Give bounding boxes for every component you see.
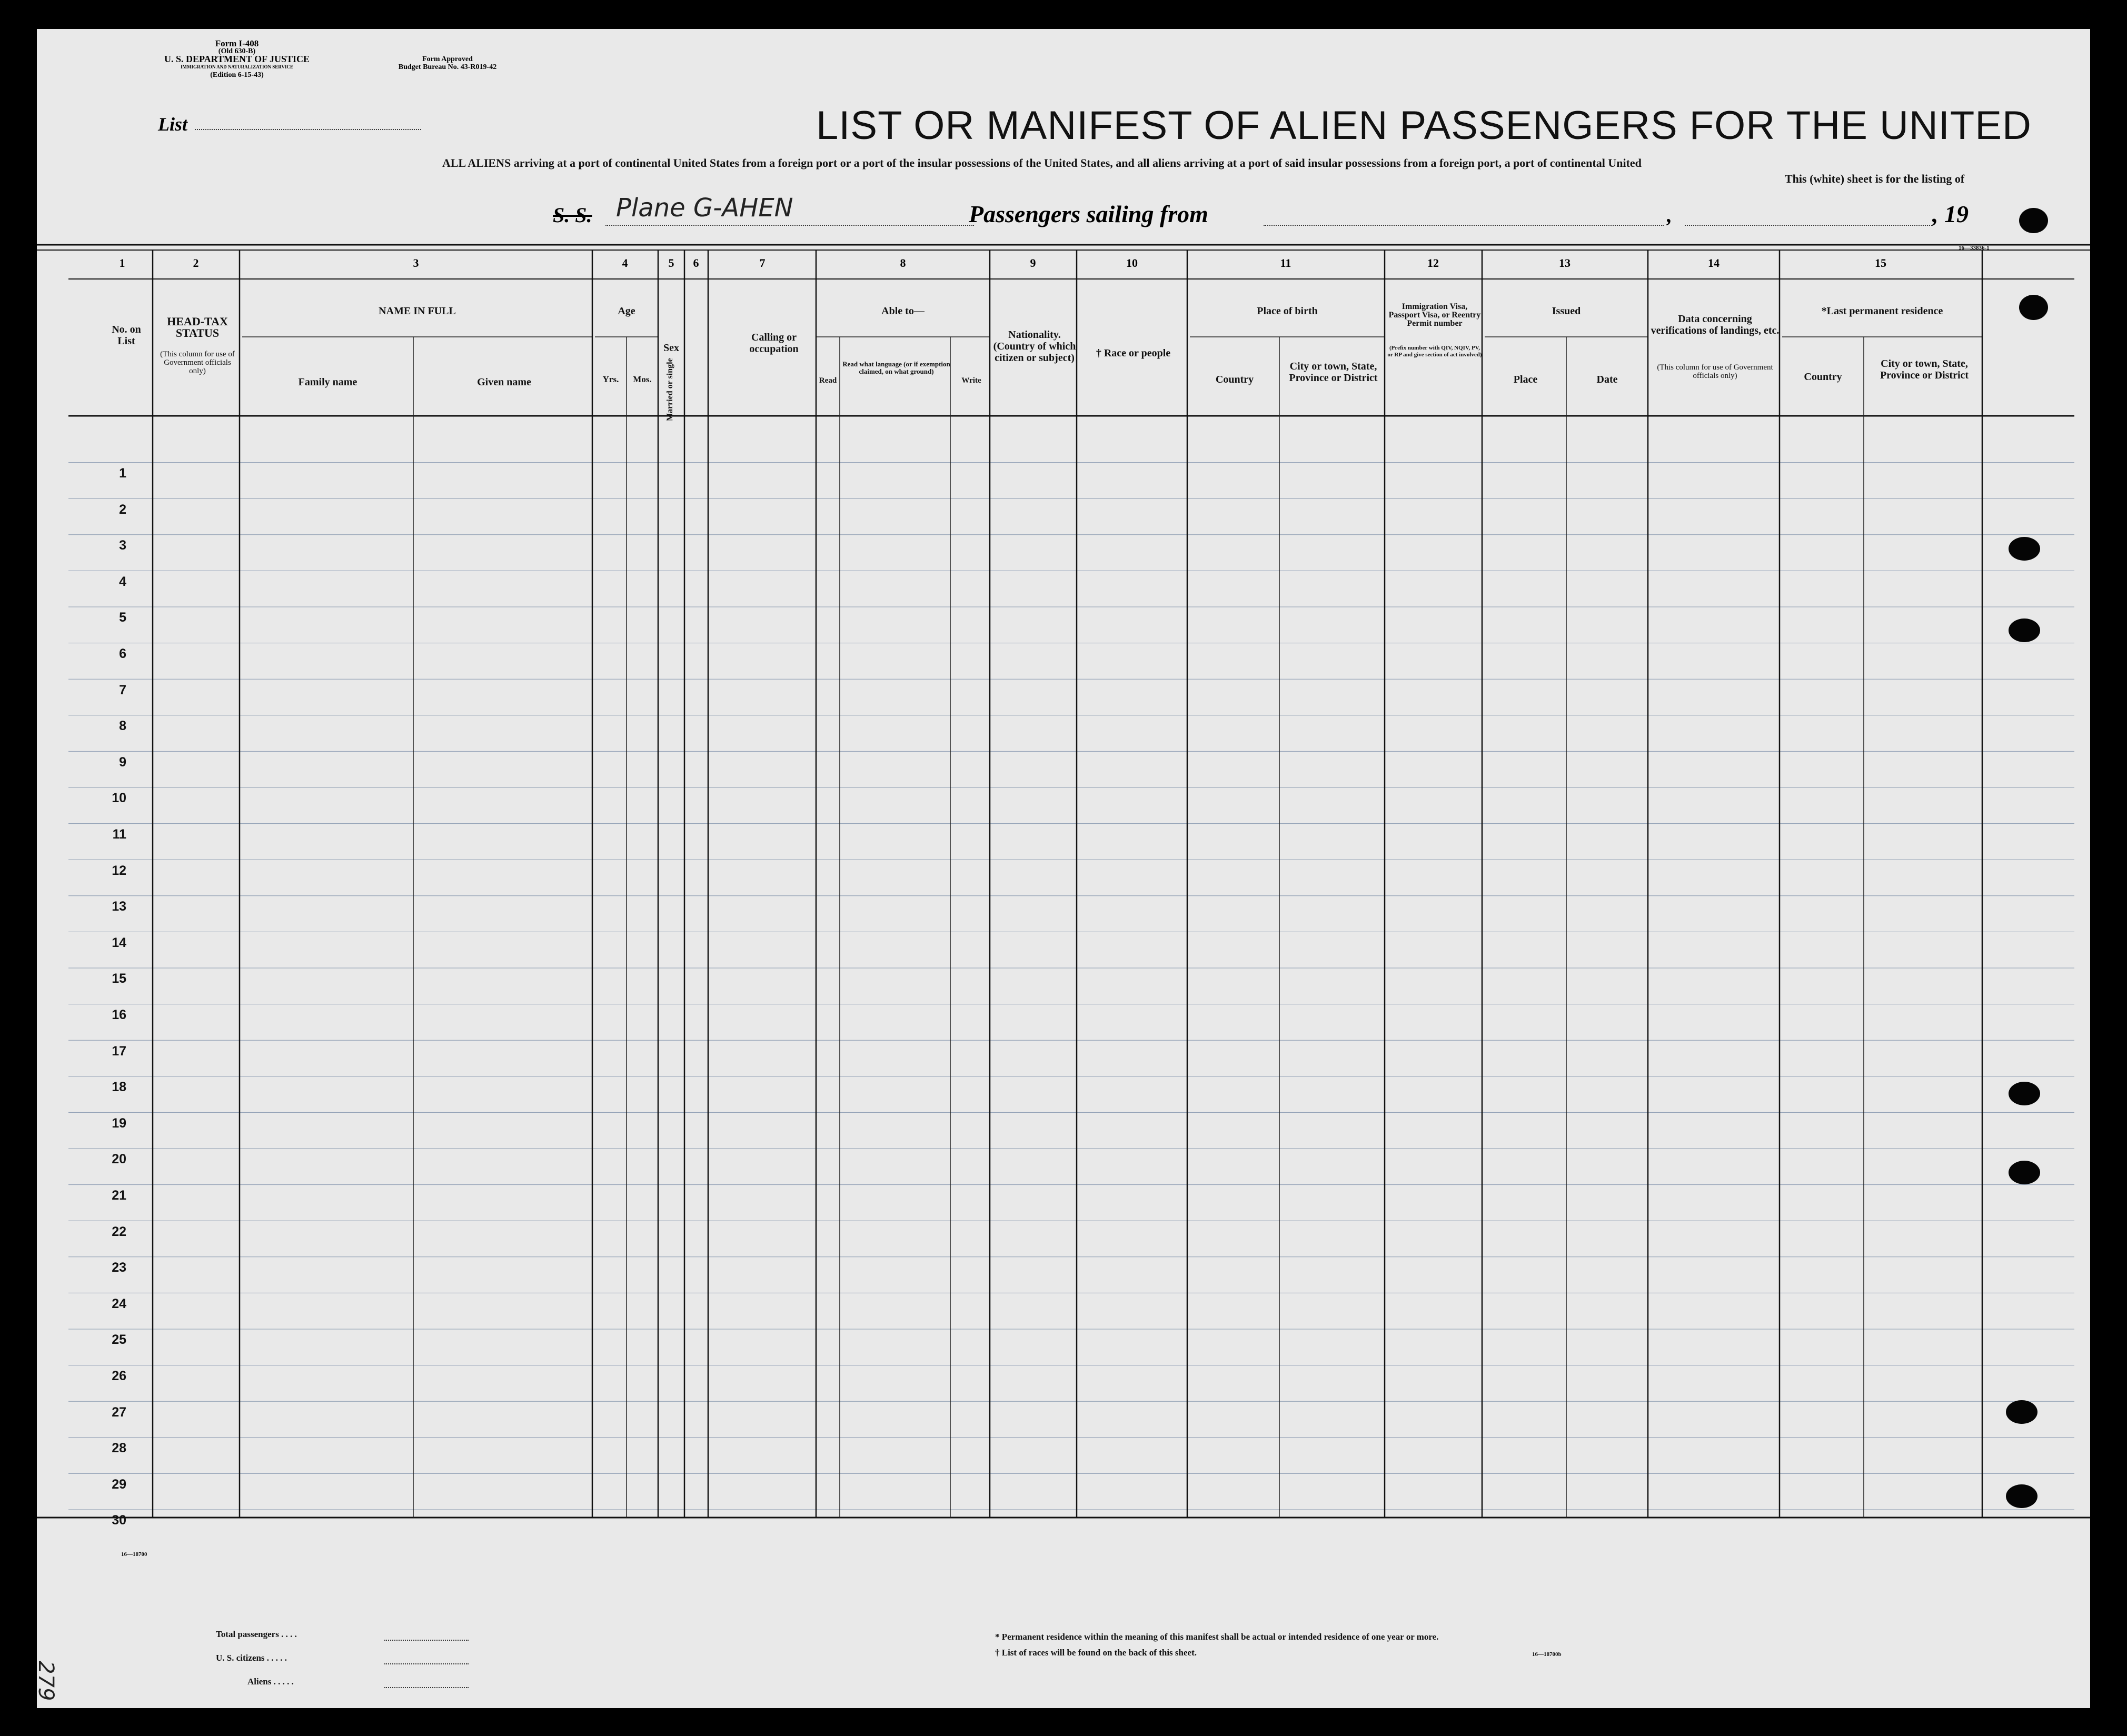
column-number: 6	[693, 256, 699, 270]
department-name: U. S. DEPARTMENT OF JUSTICE	[164, 54, 310, 64]
column-number: 5	[668, 256, 674, 270]
header-birth-country: Country	[1215, 374, 1254, 385]
us-citizens-text: U. S. citizens	[216, 1653, 265, 1663]
row-number: 28	[112, 1441, 126, 1456]
header-write: Write	[961, 376, 981, 385]
row-number: 30	[112, 1513, 126, 1528]
punch-hole	[2009, 1161, 2040, 1184]
header-read: Read	[819, 376, 837, 385]
header-birth-city: City or town, State, Province or District	[1289, 361, 1378, 384]
header-place-of-birth: Place of birth	[1257, 305, 1318, 317]
margin-mark-handwritten: 279	[34, 1661, 58, 1701]
row-number: 17	[112, 1043, 126, 1059]
header-head-tax: HEAD-TAX STATUS	[167, 315, 228, 340]
punch-hole	[2006, 1484, 2037, 1508]
list-label: List	[158, 114, 188, 135]
year-prefix: , 19	[1932, 201, 1969, 227]
print-code-left: 16—18700	[121, 1551, 147, 1558]
header-data-note: (This column for use of Government officials only)	[1657, 363, 1773, 380]
column-number: 11	[1280, 256, 1291, 270]
row-number: 13	[112, 899, 126, 914]
header-able-to: Able to—	[881, 305, 925, 317]
row-number: 3	[119, 538, 126, 553]
header-family-name: Family name	[298, 376, 357, 388]
header-age: Age	[618, 305, 635, 317]
aliens-text: Aliens	[247, 1677, 272, 1687]
row-number: 14	[112, 935, 126, 950]
header-married: Married or single	[665, 358, 674, 421]
row-number: 24	[112, 1296, 126, 1311]
header-nationality: Nationality. (Country of which citizen or subject)	[993, 329, 1076, 364]
column-number: 3	[413, 256, 419, 270]
header-issued-date: Date	[1596, 374, 1618, 385]
header-visa-note: (Prefix number with QIV, NQIV, PV, or RP and give section of act involved)	[1387, 345, 1482, 358]
header-sex: Sex	[663, 342, 679, 354]
budget-number: Budget Bureau No. 43-R019-42	[398, 63, 497, 71]
vessel-name-handwritten[interactable]: Plane G-AHEN	[616, 193, 793, 223]
row-number: 10	[112, 791, 126, 806]
header-issued: Issued	[1552, 305, 1581, 317]
print-code-right: 16—18700b	[1532, 1651, 1562, 1658]
form-number: Form I-408	[215, 38, 259, 48]
row-number: 19	[112, 1115, 126, 1131]
header-given-name: Given name	[477, 376, 531, 388]
header-no-on-list: No. on List	[112, 324, 141, 347]
row-number: 23	[112, 1260, 126, 1275]
header-residence-city: City or town, State, Province or District	[1880, 358, 1969, 381]
footnote-races: † List of races will be found on the back of this sheet.	[995, 1648, 1197, 1658]
row-number: 8	[119, 719, 126, 734]
header-name-in-full: NAME IN FULL	[379, 305, 456, 317]
row-number: 7	[119, 682, 126, 697]
row-number: 25	[112, 1332, 126, 1348]
column-number: 13	[1559, 256, 1571, 270]
header-last-residence: *Last permanent residence	[1821, 305, 1943, 317]
column-number: 14	[1708, 256, 1720, 270]
form-approved: Form Approved	[422, 55, 473, 63]
page-subtitle: ALL ALIENS arriving at a port of continental United States from a foreign port or a port of the insular possessions of the United States, and all aliens arriving at a port of said insular possessions from a foreign port, a port of continental United	[442, 156, 1642, 169]
comma: ,	[1667, 203, 1672, 227]
punch-hole	[2006, 1400, 2037, 1424]
row-number: 26	[112, 1369, 126, 1383]
row-number: 27	[112, 1404, 126, 1420]
column-number: 15	[1875, 256, 1886, 270]
header-age-mos: Mos.	[633, 374, 652, 384]
column-number: 1	[119, 256, 125, 270]
us-citizens-label: U. S. citizens . . . . .	[216, 1653, 287, 1663]
column-number: 10	[1126, 256, 1138, 270]
page-subtitle-2: This (white) sheet is for the listing of	[1785, 172, 1965, 185]
column-number: 12	[1427, 256, 1439, 270]
column-number: 4	[622, 256, 628, 270]
row-number: 5	[119, 610, 126, 625]
aliens-line[interactable]	[384, 1687, 469, 1688]
form-old-number: (Old 630-B)	[218, 47, 256, 55]
punch-hole	[2009, 537, 2040, 561]
total-passengers-text: Total passengers	[216, 1629, 279, 1639]
row-number: 15	[112, 971, 126, 986]
row-number: 18	[112, 1080, 126, 1095]
header-visa: Immigration Visa, Passport Visa, or Reentry Permit number	[1388, 302, 1481, 328]
row-number: 29	[112, 1476, 126, 1492]
row-number: 20	[112, 1152, 126, 1167]
manifest-grid	[37, 29, 2090, 1708]
manifest-sheet	[34, 29, 2090, 1708]
total-passengers-line[interactable]	[384, 1640, 469, 1641]
header-race: † Race or people	[1096, 347, 1171, 359]
vessel-prefix: S. S.	[553, 203, 592, 227]
row-number: 11	[112, 827, 126, 842]
aliens-label: Aliens . . . . .	[247, 1677, 294, 1687]
column-number: 9	[1030, 256, 1036, 270]
sailing-label: Passengers sailing from	[969, 201, 1208, 227]
column-number: 8	[900, 256, 906, 270]
grid-vertical-lines	[153, 250, 1982, 1518]
header-issued-place: Place	[1513, 374, 1538, 385]
punch-hole	[2019, 208, 2048, 233]
row-number: 12	[112, 863, 126, 878]
row-number: 4	[119, 574, 126, 589]
row-number: 16	[112, 1007, 126, 1022]
header-age-yrs: Yrs.	[602, 374, 619, 384]
header-head-tax-note: (This column for use of Government officials only)	[160, 350, 235, 375]
column-number: 7	[759, 256, 766, 270]
grid-horizontal-lines	[37, 245, 2090, 1518]
total-passengers-label: Total passengers . . . .	[216, 1629, 297, 1639]
header-residence-country: Country	[1804, 371, 1842, 383]
form-edition: (Edition 6-15-43)	[210, 71, 264, 79]
header-data-concerning: Data concerning verifications of landings, etc.	[1651, 313, 1780, 336]
us-citizens-line[interactable]	[384, 1663, 469, 1664]
row-number: 9	[119, 754, 126, 770]
year-prefix-value: 19	[1944, 201, 1969, 227]
service-name: IMMIGRATION AND NATURALIZATION SERVICE	[181, 64, 293, 69]
print-code: 16—33836-1	[1959, 245, 1990, 251]
punch-hole	[2019, 295, 2048, 320]
page-title: LIST OR MANIFEST OF ALIEN PASSENGERS FOR THE UNITED	[816, 103, 2032, 148]
footnote-permanent-residence: * Permanent residence within the meaning of this manifest shall be actual or intended residence of one year or more.	[995, 1632, 1439, 1642]
row-number: 22	[112, 1224, 126, 1239]
punch-hole	[2009, 618, 2040, 642]
header-calling: Calling or occupation	[749, 332, 799, 355]
row-number: 21	[112, 1188, 126, 1203]
row-number: 6	[119, 646, 126, 661]
row-number: 2	[119, 502, 126, 517]
row-number: 1	[119, 466, 126, 481]
punch-hole	[2009, 1082, 2040, 1105]
column-number: 2	[193, 256, 199, 270]
header-read-language: Read what language (or if exemption claimed, on what ground)	[842, 360, 950, 375]
